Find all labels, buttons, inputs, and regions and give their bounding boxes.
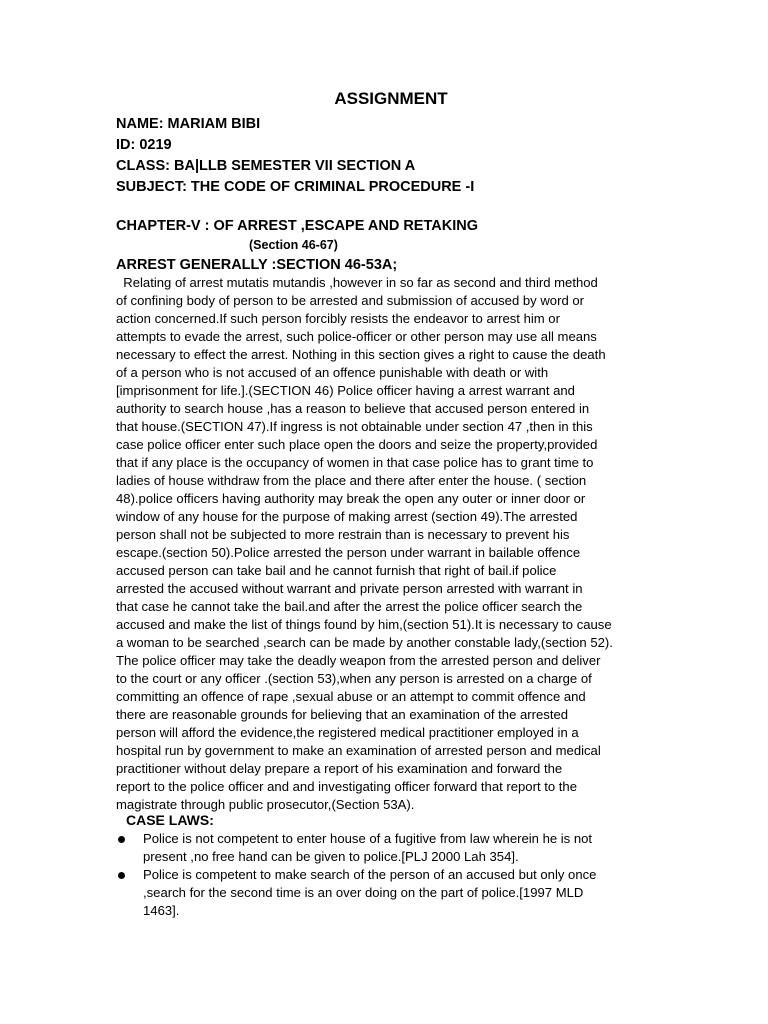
student-name: NAME: MARIAM BIBI <box>116 116 261 132</box>
body-line: committing an offence of rape ,sexual abuse or an attempt to commit offence and <box>116 689 586 704</box>
body-line: a woman to be searched ,search can be made by another constable lady,(section 52). <box>116 635 613 650</box>
body-line: person will afford the evidence,the registered medical practitioner employed in a <box>116 725 579 740</box>
body-line: window of any house for the purpose of making arrest (section 49).The arrested <box>116 509 578 524</box>
body-line: magistrate through public prosecutor,(Section 53A). <box>116 797 415 812</box>
body-line: attempts to evade the arrest, such police-officer or other person may use all means <box>116 329 597 344</box>
body-line: escape.(section 50).Police arrested the person under warrant in bailable offence <box>116 545 581 560</box>
body-line: The police officer may take the deadly weapon from the arrested person and deliver <box>116 653 601 668</box>
body-line: 48).police officers having authority may break the open any outer or inner door or <box>116 491 586 506</box>
document-title: ASSIGNMENT <box>334 89 448 108</box>
body-line: hospital run by government to make an examination of arrested person and medical <box>116 743 601 758</box>
chapter-title: CHAPTER-V : OF ARREST ,ESCAPE AND RETAKING <box>116 218 478 234</box>
body-line: Relating of arrest mutatis mutandis ,however in so far as second and third method <box>116 275 598 290</box>
bullet-icon <box>118 836 125 843</box>
body-line: [imprisonment for life.].(SECTION 46) Police officer having a arrest warrant and <box>116 383 575 398</box>
case-laws-heading: CASE LAWS: <box>126 812 214 828</box>
assignment-subject: SUBJECT: THE CODE OF CRIMINAL PROCEDURE -I <box>116 179 475 195</box>
body-line: that house.(SECTION 47).If ingress is not obtainable under section 47 ,then in this <box>116 419 593 434</box>
bullet-icon <box>118 872 125 879</box>
case-law-line: Police is not competent to enter house of a fugitive from law wherein he is not <box>143 831 593 846</box>
case-law-line: Police is competent to make search of the person of an accused but only once <box>143 867 597 882</box>
body-line: practitioner without delay prepare a report of his examination and forward the <box>116 761 563 776</box>
body-line: to the court or any officer .(section 53),when any person is arrested on a charge of <box>116 671 592 686</box>
body-line: necessary to effect the arrest. Nothing in this section gives a right to cause the death <box>116 347 606 362</box>
body-line: authority to search house ,has a reason to believe that accused person entered in <box>116 401 590 416</box>
body-line: of a person who is not accused of an offence punishable with death or with <box>116 365 549 380</box>
chapter-sections: (Section 46-67) <box>249 238 338 252</box>
student-info <box>116 114 716 198</box>
body-paragraph <box>116 274 656 814</box>
body-line: action concerned.If such person forcibly resists the endeavor to arrest him or <box>116 311 560 326</box>
body-line: arrested the accused without warrant and private person arrested with warrant in <box>116 581 583 596</box>
case-law-item <box>116 830 676 866</box>
body-line: of confining body of person to be arrested and submission of accused by word or <box>116 293 585 308</box>
body-line: person shall not be subjected to more restrain than is necessary to prevent his <box>116 527 570 542</box>
student-class: CLASS: BA|LLB SEMESTER VII SECTION A <box>116 158 416 174</box>
student-id: ID: 0219 <box>116 137 172 153</box>
body-line: accused person can take bail and he cannot furnish that right of bail.if police <box>116 563 557 578</box>
body-line: ladies of house withdraw from the place and there after enter the house. ( section <box>116 473 587 488</box>
body-line: accused and make the list of things found by him,(section 51).It is necessary to cause <box>116 617 612 632</box>
case-law-line: 1463]. <box>143 903 180 918</box>
body-line: case police officer enter such place open the doors and seize the property,provided <box>116 437 598 452</box>
case-law-line: present ,no free hand can be given to police.[PLJ 2000 Lah 354]. <box>143 849 519 864</box>
body-line: that case he cannot take the bail.and after the arrest the police officer search the <box>116 599 583 614</box>
body-line: there are reasonable grounds for believing that an examination of the arrested <box>116 707 569 722</box>
section-heading: ARREST GENERALLY :SECTION 46-53A; <box>116 257 398 273</box>
case-law-item <box>116 866 676 920</box>
case-law-line: ,search for the second time is an over doing on the part of police.[1997 MLD <box>143 885 584 900</box>
body-line: that if any place is the occupancy of women in that case police has to grant time to <box>116 455 594 470</box>
case-laws-list <box>116 830 676 920</box>
body-line: report to the police officer and and investigating officer forward that report to the <box>116 779 577 794</box>
